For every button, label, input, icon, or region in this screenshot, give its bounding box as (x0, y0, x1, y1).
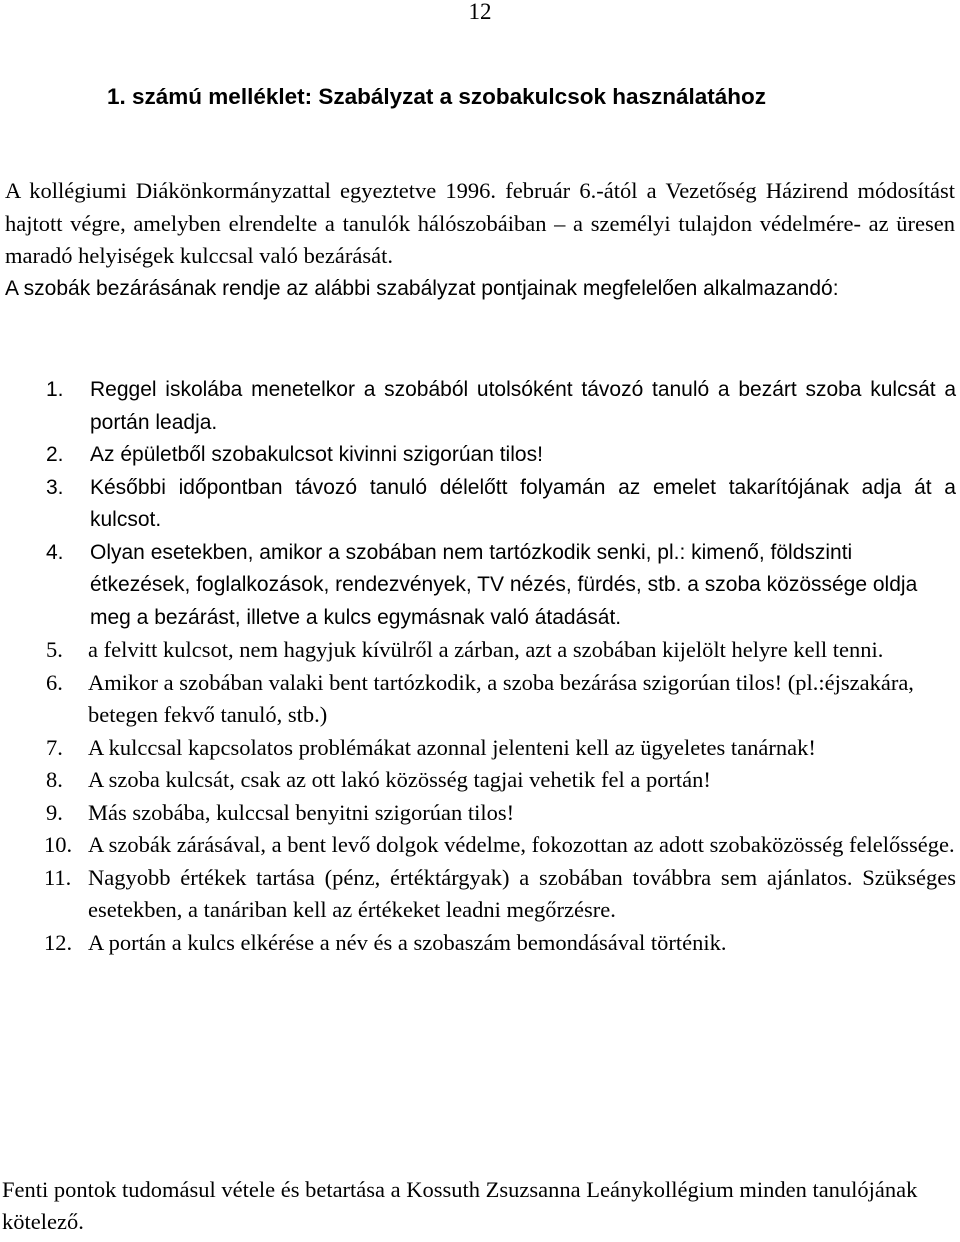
rule-text: Nagyobb értékek tartása (pénz, értéktárgyak) a szobában továbbra sem ajánlatos. Szükséges esetekben, a tanáriban kell az értékeket leadni megőrzésre. (88, 864, 956, 922)
rule-item-3 (0, 472, 960, 537)
rule-item-2 (0, 439, 960, 472)
rule-item-4 (0, 537, 960, 635)
rule-text: Más szobába, kulccsal benyitni szigorúan tilos! (88, 799, 515, 825)
rule-number: 12. (44, 929, 73, 955)
rules-list (0, 374, 960, 959)
rule-item-5 (0, 634, 960, 667)
rule-text: Későbbi időpontban távozó tanuló délelőtt folyamán az emelet takarítójának adja át a kulcsot. (90, 475, 956, 531)
rule-text: A portán a kulcs elkérése a név és a szobaszám bemondásával történik. (88, 929, 727, 955)
rule-text: a felvitt kulcsot, nem hagyjuk kívülről a zárban, azt a szobában kijelölt helyre kell tenni. (88, 637, 884, 662)
rule-number: 11. (44, 864, 72, 890)
rule-number: 10. (44, 832, 73, 857)
rule-item-6 (0, 667, 960, 732)
rule-number: 8. (46, 767, 63, 792)
document-title: 1. számú melléklet: Szabályzat a szobakulcsok használatához (107, 84, 767, 109)
rule-number: 6. (46, 669, 63, 695)
rule-number: 1. (46, 378, 64, 401)
rule-item-7 (0, 732, 960, 765)
rule-item-9 (0, 797, 960, 830)
rule-number: 4. (46, 540, 64, 564)
rule-number: 3. (46, 475, 64, 499)
rule-number: 7. (46, 734, 63, 760)
rule-number: 9. (46, 799, 63, 825)
rule-text: A kulccsal kapcsolatos problémákat azonnal jelenteni kell az ügyeletes tanárnak! (88, 734, 816, 760)
rule-text: A szobák zárásával, a bent levő dolgok védelme, fokozottan az adott szobaközösség felelőssége. (88, 832, 955, 857)
rule-number: 5. (46, 637, 63, 662)
rule-item-12 (0, 927, 960, 960)
rule-number: 2. (46, 443, 64, 466)
rule-item-8 (0, 764, 960, 797)
rule-item-1 (0, 374, 960, 439)
rule-item-10 (0, 829, 960, 862)
rules-intro: A szobák bezárásának rendje az alábbi szabályzat pontjainak megfelelően alkalmazandó: (5, 276, 839, 300)
rule-text: A szoba kulcsát, csak az ott lakó közösség tagjai vehetik fel a portán! (88, 767, 711, 792)
rule-text: Olyan esetekben, amikor a szobában nem tartózkodik senki, pl.: kimenő, földszinti étkezések, foglalkozások, rendezvények, TV nézés, fürdés, stb. a szoba közössége oldja meg a bezárást, illetve a kulcs egymásnak való átadását. (90, 540, 918, 629)
rule-text: Reggel iskolába menetelkor a szobából utolsóként távozó tanuló a bezárt szoba kulcsát a portán leadja. (90, 378, 956, 434)
intro-paragraph: A kollégiumi Diákönkormányzattal egyeztetve 1996. február 6.-ától a Vezetőség Házirend módosítást hajtott végre, amelyben elrendelte a tanulók hálószobáiban – a személyi tulajdon védelmére- az üresen maradó helyiségek kulccsal való bezárását. (5, 178, 955, 268)
intro-section (5, 175, 955, 305)
closing-paragraph: Fenti pontok tudomásul vétele és betartása a Kossuth Zsuzsanna Leánykollégium minden tanulójának kötelező. (2, 1177, 918, 1234)
page-number: 12 (468, 0, 492, 24)
rule-item-11 (0, 862, 960, 927)
rule-text: Amikor a szobában valaki bent tartózkodik, a szoba bezárása szigorúan tilos! (pl.:éjszakára, betegen fekvő tanuló, stb.) (88, 669, 914, 727)
rule-text: Az épületből szobakulcsot kivinni szigorúan tilos! (90, 443, 543, 466)
